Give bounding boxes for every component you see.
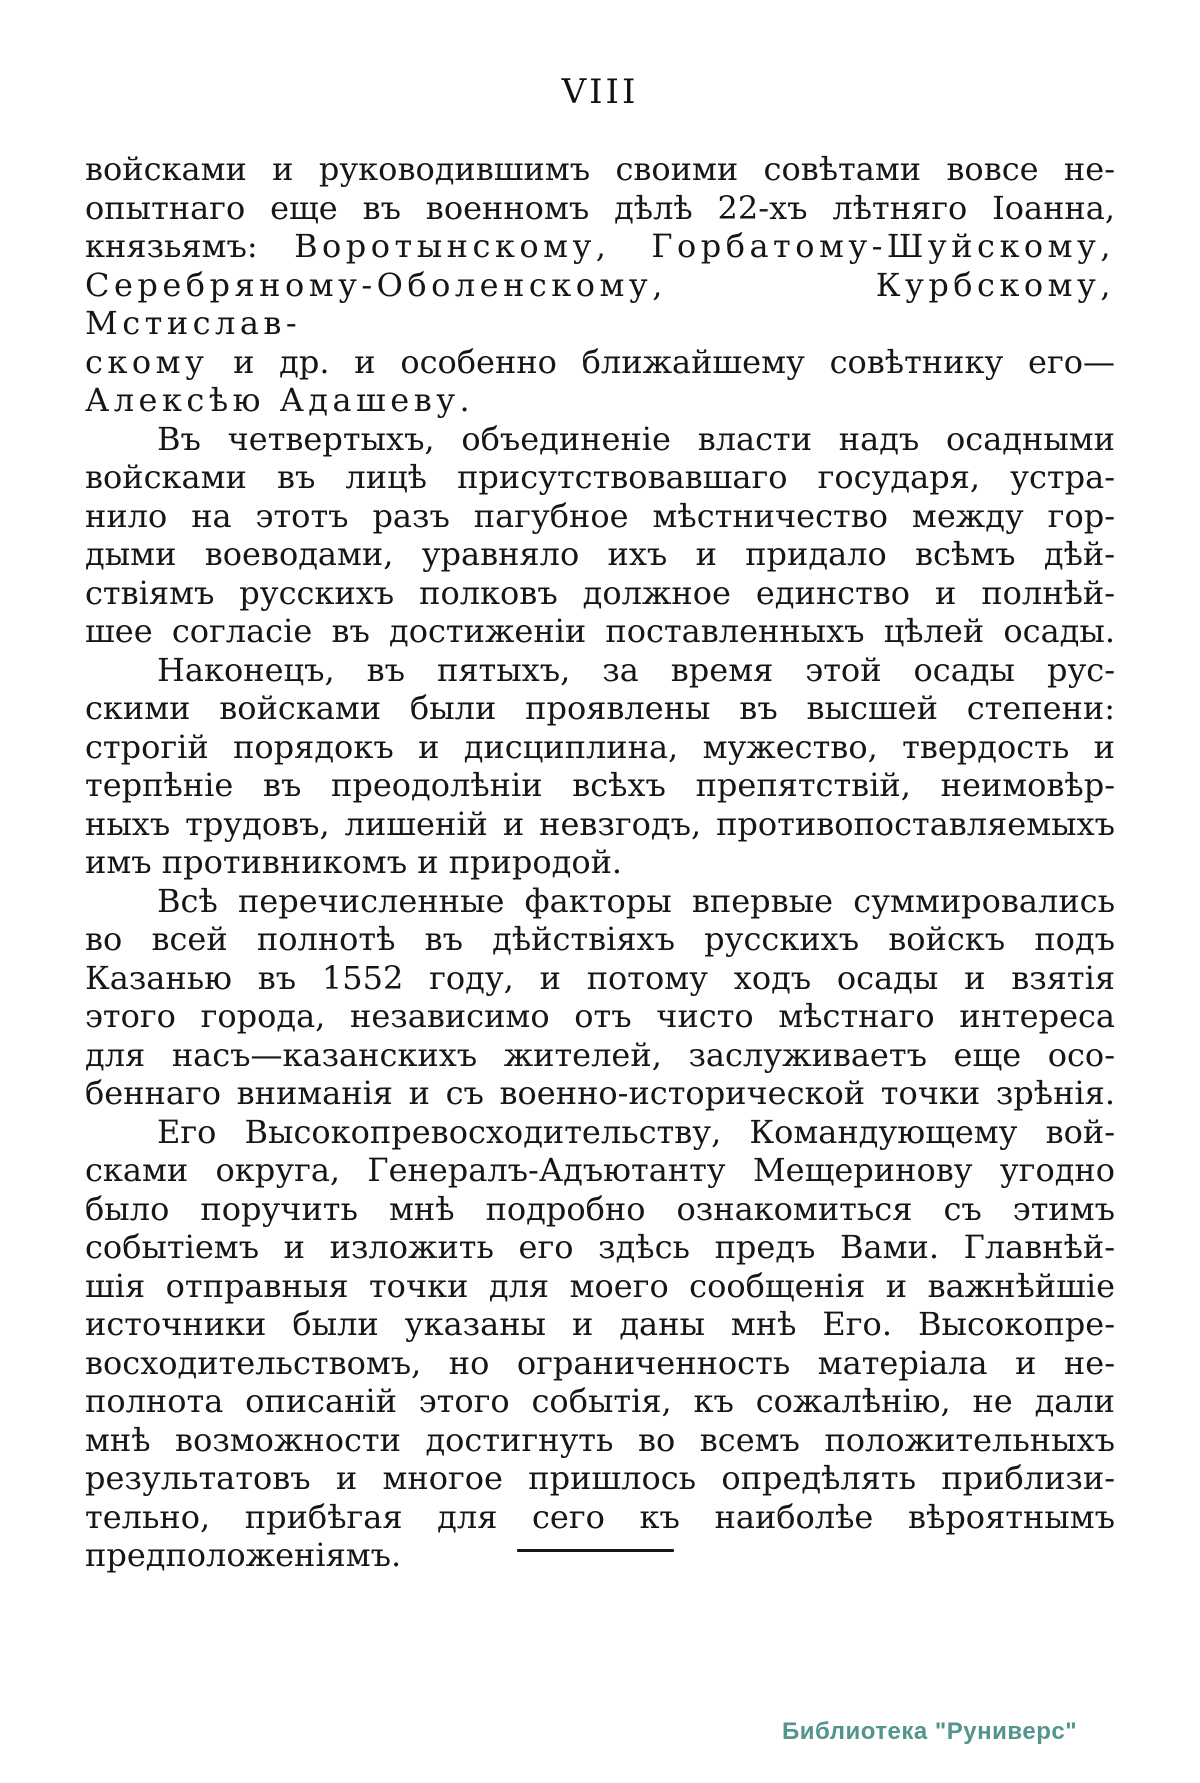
letterspaced-name-run: Алексѣю Адашеву.: [85, 381, 475, 419]
text-run: источники были указаны и даны мнѣ Его. Высокопре-: [85, 1305, 1115, 1343]
text-line: [85, 150, 1115, 189]
text-line: [85, 1151, 1115, 1190]
text-run: Наконецъ, въ пятыхъ, за время этой осады рус-: [157, 650, 1115, 689]
text-run: имъ противникомъ и природой.: [85, 843, 623, 881]
text-line: [85, 189, 1115, 228]
library-watermark: Библиотека "Руниверс": [782, 1718, 1078, 1745]
text-run: результатовъ и многое пришлось опредѣлять приблизи-: [85, 1459, 1115, 1497]
text-line: [85, 1036, 1115, 1075]
text-line: [85, 1344, 1115, 1383]
text-run: мнѣ возможности достигнуть во всемъ положительныхъ: [85, 1420, 1115, 1459]
text-run: терпѣніе въ преодолѣніи всѣхъ препятствій, неимовѣр-: [85, 766, 1115, 804]
text-line: [85, 574, 1115, 613]
text-run: ныхъ трудовъ, лишеній и невзгодъ, противопоставляемыхъ: [85, 804, 1115, 843]
text-line: [85, 266, 1115, 343]
text-run: для насъ—казанскихъ жителей, заслуживаетъ еще осо-: [85, 1035, 1115, 1074]
text-run: беннаго вниманія и съ военно-исторической точки зрѣнія.: [85, 1074, 1115, 1112]
text-run: ствіямъ русскихъ полковъ должное единство и полнѣй-: [85, 573, 1115, 612]
text-line: [85, 1074, 1115, 1113]
text-line: [85, 1536, 1115, 1575]
text-line: [85, 381, 1115, 420]
text-run: и др. и особенно ближайшему совѣтнику его—: [208, 342, 1115, 381]
text-line: [85, 612, 1115, 651]
text-run: событіемъ и изложить его здѣсь предъ Вами. Главнѣй-: [85, 1228, 1115, 1266]
text-run: Всѣ перечисленные факторы впервые суммировались: [157, 881, 1115, 920]
text-line: [85, 458, 1115, 497]
text-line: [85, 882, 1115, 921]
text-line: [85, 1305, 1115, 1344]
text-line: [85, 920, 1115, 959]
text-line: [85, 1421, 1115, 1460]
text-line: [85, 1267, 1115, 1306]
text-line: [85, 728, 1115, 767]
text-run: скими войсками были проявлены въ высшей степени:: [85, 689, 1115, 727]
letterspaced-name-run: Воротынскому, Горбатому-Шуйскому,: [294, 227, 1115, 265]
text-line: [85, 843, 1115, 882]
text-line: [85, 689, 1115, 728]
text-run: нило на этотъ разъ пагубное мѣстничество между гор-: [85, 496, 1115, 535]
text-line: [85, 420, 1115, 459]
text-line: [85, 1382, 1115, 1421]
text-run: тельно, прибѣгая для сего къ наиболѣе вѣроятнымъ: [85, 1497, 1115, 1536]
text-line: [85, 959, 1115, 998]
text-line: [85, 1459, 1115, 1498]
text-run: строгій порядокъ и дисциплина, мужество, твердость и: [85, 727, 1115, 766]
letterspaced-name-run: Серебряному-Оболенскому, Курбскому, Мстислав-: [85, 265, 1115, 342]
text-line: [85, 805, 1115, 844]
text-run: шія отправныя точки для моего сообщенія и важнѣйшіе: [85, 1266, 1115, 1305]
text-block: [85, 150, 1115, 1575]
end-of-section-rule: [517, 1549, 674, 1552]
text-run: восходительствомъ, но ограниченность матеріала и не-: [85, 1343, 1115, 1382]
text-run: князьямъ:: [85, 227, 295, 265]
text-run: войсками и руководившимъ своими совѣтами вовсе не-: [85, 150, 1115, 188]
text-run: шее согласіе въ достиженіи поставленныхъ цѣлей осады.: [85, 612, 1115, 650]
text-line: [85, 1228, 1115, 1267]
text-run: полнота описаній этого событія, къ сожалѣнію, не дали: [85, 1382, 1115, 1420]
text-run: Въ четвертыхъ, объединеніе власти надъ осадными: [157, 419, 1115, 458]
text-run: было поручить мнѣ подробно ознакомиться съ этимъ: [85, 1189, 1115, 1228]
letterspaced-name-run: скому: [85, 342, 209, 381]
text-run: дыми воеводами, уравняло ихъ и придало всѣмъ дѣй-: [85, 535, 1115, 573]
text-run: этого города, независимо отъ чисто мѣстнаго интереса: [85, 997, 1115, 1035]
text-run: Казанью въ 1552 году, и потому ходъ осады и взятія: [85, 958, 1115, 997]
text-run: предположеніямъ.: [85, 1536, 402, 1574]
text-run: опытнаго еще въ военномъ дѣлѣ 22-хъ лѣтняго Іоанна,: [85, 188, 1115, 227]
text-line: [85, 343, 1115, 382]
text-run: Его Высокопревосходительству, Командующему вой-: [157, 1112, 1115, 1151]
page-number: VIII: [561, 72, 639, 112]
text-line: [85, 651, 1115, 690]
text-run: сками округа, Генералъ-Адъютанту Мещеринову угодно: [85, 1151, 1115, 1189]
text-line: [85, 1498, 1115, 1537]
text-line: [85, 997, 1115, 1036]
text-line: [85, 1190, 1115, 1229]
text-line: [85, 1113, 1115, 1152]
text-line: [85, 535, 1115, 574]
text-run: во всей полнотѣ въ дѣйствіяхъ русскихъ войскъ подъ: [85, 920, 1115, 958]
text-run: войсками въ лицѣ присутствовавшаго государя, устра-: [85, 458, 1115, 496]
text-line: [85, 227, 1115, 266]
text-line: [85, 766, 1115, 805]
text-line: [85, 497, 1115, 536]
